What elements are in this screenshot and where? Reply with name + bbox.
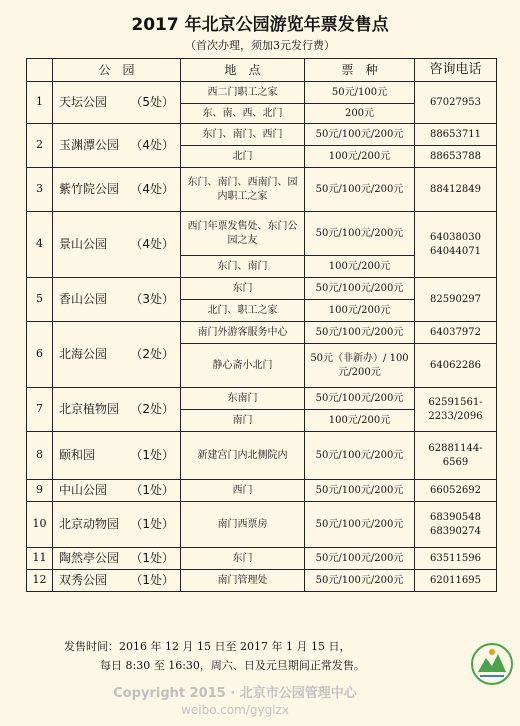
sale-location: 新建宫门内北侧院内 xyxy=(181,432,305,480)
park-location-count: （5处） xyxy=(130,95,174,110)
park-name: 颐和园 xyxy=(59,448,96,463)
sale-location: 西门 xyxy=(181,480,305,502)
park-location-count: （1处） xyxy=(130,573,174,588)
weibo-watermark: weibo.com/gyglzx xyxy=(181,703,289,717)
table-row xyxy=(27,548,497,570)
park-name-cell xyxy=(53,124,181,168)
ticket-types: 100元/200元 xyxy=(305,256,415,278)
park-location-count: （2处） xyxy=(130,347,174,362)
park-number: 10 xyxy=(27,502,53,548)
park-number: 8 xyxy=(27,432,53,480)
park-name-cell xyxy=(53,502,181,548)
park-management-logo-icon xyxy=(470,638,514,698)
ticket-types: 50元/100元/200元 xyxy=(305,480,415,502)
park-name-cell xyxy=(53,82,181,124)
table-row xyxy=(27,322,497,344)
park-name-cell xyxy=(53,388,181,432)
ticket-types: 100元/200元 xyxy=(305,410,415,432)
sale-location: 东门 xyxy=(181,548,305,570)
ticket-types: 50元/100元/200元 xyxy=(305,502,415,548)
park-name-cell xyxy=(53,322,181,388)
table-row xyxy=(27,502,497,548)
park-name: 玉渊潭公园 xyxy=(59,138,120,153)
ticket-types: 50元（非新办）/ 100元/200元 xyxy=(305,344,415,388)
phone-number: 88653711 xyxy=(415,124,497,146)
park-name: 中山公园 xyxy=(59,483,108,498)
phone-number: 88653788 xyxy=(415,146,497,168)
park-number: 3 xyxy=(27,168,53,212)
park-location-count: （4处） xyxy=(130,182,174,197)
park-location-count: （4处） xyxy=(130,138,174,153)
phone-number: 64062286 xyxy=(415,344,497,388)
phone-number: 62881144- 6569 xyxy=(415,432,497,480)
park-name-cell xyxy=(53,212,181,278)
sale-location: 西门年票发售处、东门公园之友 xyxy=(181,212,305,256)
park-name-cell xyxy=(53,168,181,212)
header-phone: 咨询电话 xyxy=(415,59,497,82)
park-number: 1 xyxy=(27,82,53,124)
park-name: 景山公园 xyxy=(59,237,108,252)
sale-location: 东门 xyxy=(181,278,305,300)
table-row xyxy=(27,168,497,212)
sale-hours-text: 每日 8:30 至 16:30，周六、日及元旦期间正常发售。 xyxy=(100,659,365,672)
table-row xyxy=(27,124,497,146)
phone-number: 64037972 xyxy=(415,322,497,344)
copyright-watermark: Copyright 2015 · 北京市公园管理中心 xyxy=(113,686,357,701)
sale-location: 静心斋小北门 xyxy=(181,344,305,388)
page-title: 2017 年北京公园游览年票发售点 xyxy=(131,15,389,35)
ticket-types: 50元/100元 xyxy=(305,82,415,104)
ticket-types: 100元/200元 xyxy=(305,300,415,322)
park-name: 双秀公园 xyxy=(59,573,108,588)
ticket-types: 50元/100元/200元 xyxy=(305,570,415,592)
phone-number: 63511596 xyxy=(415,548,497,570)
park-number: 2 xyxy=(27,124,53,168)
park-name: 北京动物园 xyxy=(59,517,120,532)
park-location-count: （1处） xyxy=(130,551,174,566)
sales-points-table xyxy=(26,58,497,592)
sale-location: 南门西票房 xyxy=(181,502,305,548)
park-number: 6 xyxy=(27,322,53,388)
table-row xyxy=(27,212,497,256)
sale-location: 东门、南门、西门 xyxy=(181,124,305,146)
table-row xyxy=(27,480,497,502)
ticket-types: 50元/100元/200元 xyxy=(305,388,415,410)
page-subtitle: （首次办理，须加3元发行费） xyxy=(185,39,335,52)
phone-number: 62591561- 2233/2096 xyxy=(415,388,497,432)
phone-number: 66052692 xyxy=(415,480,497,502)
park-location-count: （1处） xyxy=(130,448,174,463)
park-name-cell xyxy=(53,480,181,502)
park-number: 11 xyxy=(27,548,53,570)
phone-number: 64038030 64044071 xyxy=(415,212,497,278)
park-name-cell xyxy=(53,548,181,570)
table-row xyxy=(27,82,497,104)
sale-location: 北门、职工之家 xyxy=(181,300,305,322)
phone-number: 82590297 xyxy=(415,278,497,322)
ticket-types: 50元/100元/200元 xyxy=(305,322,415,344)
header-ticket: 票 种 xyxy=(305,59,415,82)
park-number: 9 xyxy=(27,480,53,502)
park-number: 12 xyxy=(27,570,53,592)
phone-number: 68390548 68390274 xyxy=(415,502,497,548)
header-park: 公 园 xyxy=(53,59,181,82)
sale-location: 东、南、西、北门 xyxy=(181,104,305,124)
sale-location: 东南门 xyxy=(181,388,305,410)
park-name-cell xyxy=(53,432,181,480)
park-name: 北京植物园 xyxy=(59,402,120,417)
park-name: 陶然亭公园 xyxy=(59,551,120,566)
sale-location: 北门 xyxy=(181,146,305,168)
sale-location: 西二门职工之家 xyxy=(181,82,305,104)
sale-location: 南门管理处 xyxy=(181,570,305,592)
sale-period-text: 发售时间：2016 年 12 月 15 日至 2017 年 1 月 15 日， xyxy=(64,640,351,653)
phone-number: 62011695 xyxy=(415,570,497,592)
phone-number: 67027953 xyxy=(415,82,497,124)
sale-location: 南门外游客服务中心 xyxy=(181,322,305,344)
park-name-cell xyxy=(53,278,181,322)
park-location-count: （2处） xyxy=(130,402,174,417)
sale-location: 东门、南门、西南门、园内职工之家 xyxy=(181,168,305,212)
ticket-types: 50元/100元/200元 xyxy=(305,432,415,480)
ticket-types: 50元/100元/200元 xyxy=(305,548,415,570)
park-location-count: （1处） xyxy=(130,517,174,532)
ticket-types: 50元/100元/200元 xyxy=(305,168,415,212)
table-row xyxy=(27,570,497,592)
park-name: 紫竹院公园 xyxy=(59,182,120,197)
ticket-types: 50元/100元/200元 xyxy=(305,212,415,256)
table-header-row xyxy=(27,59,497,82)
park-number: 5 xyxy=(27,278,53,322)
park-name: 香山公园 xyxy=(59,292,108,307)
park-name-cell xyxy=(53,570,181,592)
park-number: 4 xyxy=(27,212,53,278)
table-row xyxy=(27,388,497,410)
park-location-count: （4处） xyxy=(130,237,174,252)
table-row xyxy=(27,278,497,300)
header-location: 地 点 xyxy=(181,59,305,82)
park-name: 北海公园 xyxy=(59,347,108,362)
phone-number: 88412849 xyxy=(415,168,497,212)
park-number: 7 xyxy=(27,388,53,432)
table-row xyxy=(27,432,497,480)
park-location-count: （1处） xyxy=(130,483,174,498)
ticket-types: 50元/100元/200元 xyxy=(305,124,415,146)
park-name: 天坛公园 xyxy=(59,95,108,110)
sale-location: 东门、南门 xyxy=(181,256,305,278)
ticket-types: 100元/200元 xyxy=(305,146,415,168)
header-number xyxy=(27,59,53,82)
ticket-types: 50元/100元/200元 xyxy=(305,278,415,300)
park-location-count: （3处） xyxy=(130,292,174,307)
ticket-types: 200元 xyxy=(305,104,415,124)
sale-location: 南门 xyxy=(181,410,305,432)
